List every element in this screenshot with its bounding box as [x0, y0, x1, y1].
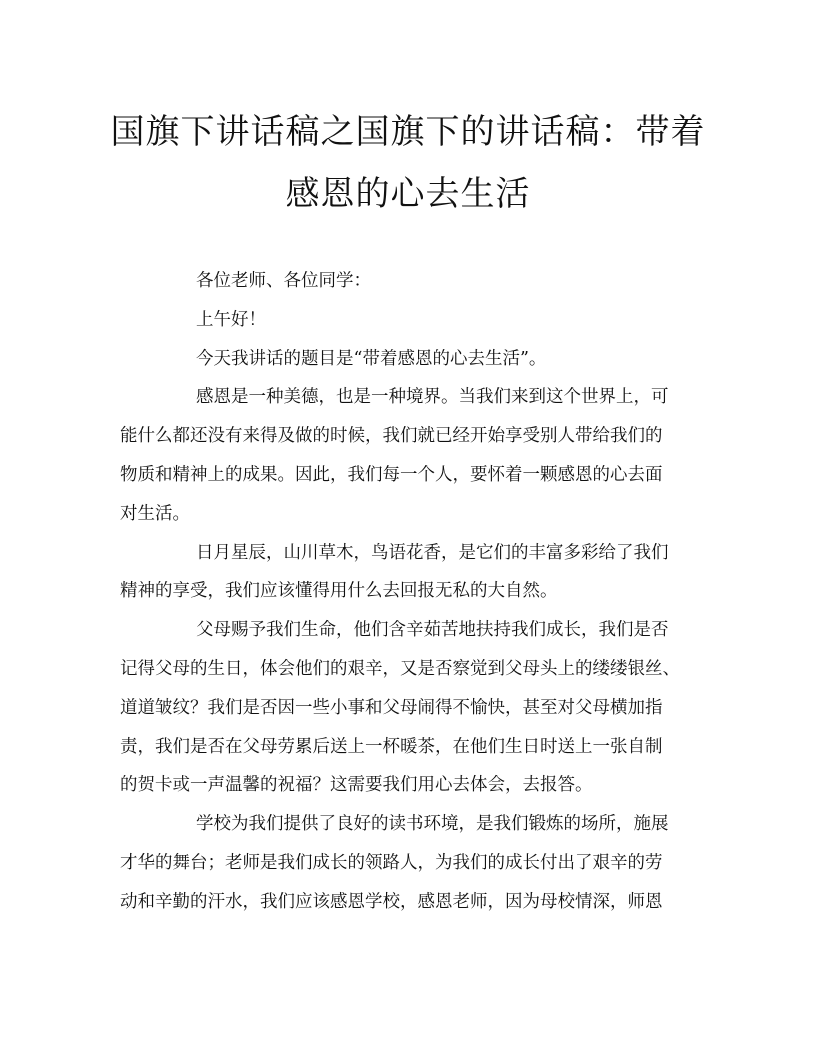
paragraph-line: 的贺卡或一声温馨的祝福？这需要我们用心去体会，去报答。 — [120, 775, 593, 796]
document-body — [120, 262, 696, 922]
salutation-line: 上午好！ — [196, 309, 266, 330]
paragraph-line: 动和辛勤的汗水，我们应该感恩学校，感恩老师，因为母校情深，师恩 — [120, 891, 663, 912]
paragraph-line: 感恩是一种美德，也是一种境界。当我们来到这个世界上，可 — [196, 387, 669, 408]
paragraph-line: 能什么都还没有来得及做的时候，我们就已经开始享受别人带给我们的 — [120, 426, 663, 447]
paragraph-line: 父母赐予我们生命，他们含辛茹苦地扶持我们成长，我们是否 — [196, 620, 669, 641]
paragraph-line: 才华的舞台；老师是我们成长的领路人，为我们的成长付出了艰辛的劳 — [120, 852, 663, 873]
paragraph-line: 物质和精神上的成果。因此，我们每一个人，要怀着一颗感恩的心去面 — [120, 464, 663, 485]
paragraph-line: 道道皱纹？我们是否因一些小事和父母闹得不愉快，甚至对父母横加指 — [120, 697, 663, 718]
title-line-2: 感恩的心去生活 — [285, 174, 531, 214]
title-line-1: 国旗下讲话稿之国旗下的讲话稿：带着 — [110, 112, 706, 152]
topic-line: 今天我讲话的题目是“带着感恩的心去生活”。 — [196, 348, 547, 369]
paragraph-line: 日月星辰，山川草木，鸟语花香，是它们的丰富多彩给了我们 — [196, 542, 669, 563]
paragraph-line: 责，我们是否在父母劳累后送上一杯暖茶，在他们生日时送上一张自制 — [120, 736, 663, 757]
paragraph-line: 精神的享受，我们应该懂得用什么去回报无私的大自然。 — [120, 581, 558, 602]
paragraph-line: 对生活。 — [120, 503, 190, 524]
greeting-line: 各位老师、各位同学： — [196, 271, 371, 291]
paragraph-line: 学校为我们提供了良好的读书环境，是我们锻炼的场所，施展 — [196, 814, 669, 835]
paragraph-line: 记得父母的生日，体会他们的艰辛，又是否察觉到父母头上的缕缕银丝、 — [120, 658, 680, 679]
